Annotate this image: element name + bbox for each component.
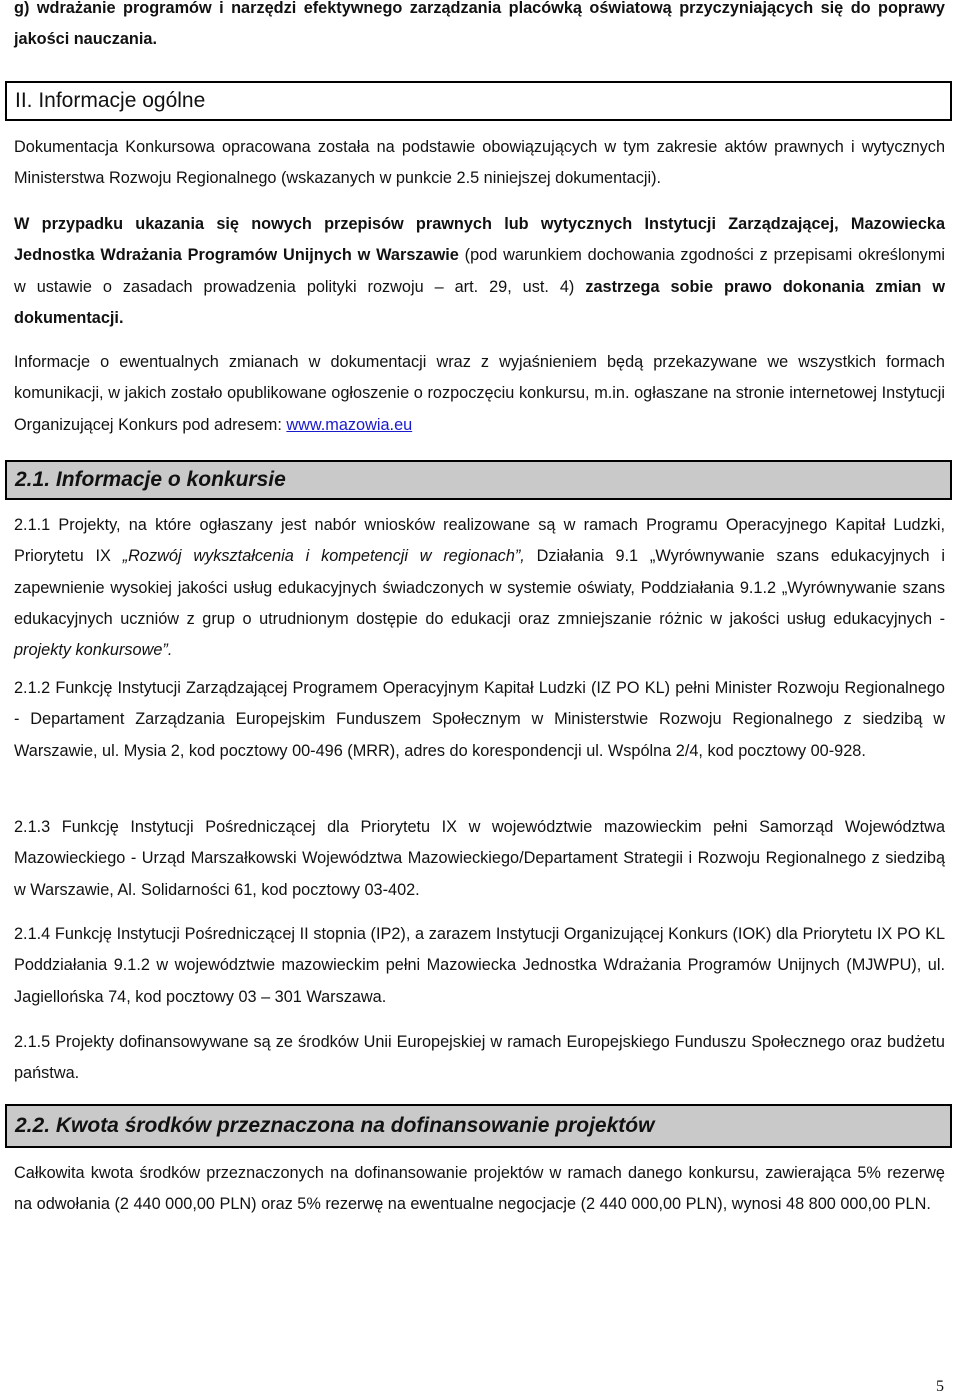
section-heading-2-1: 2.1. Informacje o konkursie	[15, 468, 286, 491]
p211-project-type: projekty konkursowe	[14, 641, 163, 660]
subsection-heading-box	[5, 460, 952, 500]
section-heading-box	[5, 81, 952, 121]
paragraph-2-1-4: 2.1.4 Funkcję Instytucji Pośredniczącej II stopnia (IP2), a zarazem Instytucji Organizującej Konkurs (IOK) dla Priorytetu IX PO KL Poddziałania 9.1.2 w województwie mazowieckim pełni Mazowiecka Jednostka Wdrażania Programów Unijnych (MJWPU), ul. Jagiellońska 74, kod pocztowy 03 – 301 Warszawa.	[14, 925, 945, 1006]
p211-text-2: Działania 9.1 „Wyrównywanie szans edukacyjnych i zapewnienie wysokiej jakości usług edukacyjnych świadczonych w systemie oświaty, Poddziałania 9.1.2 „Wyrównywanie szans edukacyjnych uczniów z grup o utrudnionym dostępie do edukacji oraz zmniejszanie różnic w jakości usług edukacyjnych -	[14, 547, 945, 628]
p211-text-1: 2.1.1 Projekty, na które ogłaszany jest nabór wniosków realizowane są w ramach Programu Operacyjnego Kapitał Ludzki, Priorytetu IX	[14, 516, 945, 566]
amendments-bold-start: W przypadku ukazania się nowych przepisów prawnych lub wytycznych Instytucji Zarządzającej, Mazowiecka Jednostka Wdrażania Programów Unijnych w Warszawie	[14, 215, 945, 265]
section-heading-ii: II. Informacje ogólne	[15, 89, 206, 112]
subsection-heading-box	[5, 1104, 952, 1148]
paragraph-2-1-1	[14, 510, 945, 666]
change-info-text: Informacje o ewentualnych zmianach w dokumentacji wraz z wyjaśnieniem będą przekazywane we wszystkich formach komunikacji, w jakich zostało opublikowane ogłoszenie o rozpoczęciu konkursu, m.in. ogłaszane na stronie internetowej Instytucji Organizującej Konkurs pod adresem:	[14, 353, 945, 434]
paragraph-funding-amount: Całkowita kwota środków przeznaczonych na dofinansowanie projektów w ramach danego konkursu, zawierająca 5% rezerwę na odwołania (2 440 000,00 PLN) oraz 5% rezerwę na ewentualne negocjacje (2 440 000,00 PLN), wynosi 48 800 000,00 PLN.	[14, 1164, 945, 1214]
intro-item-g: g) wdrażanie programów i narzędzi efektywnego zarządzania placówką oświatową przyczyniających się do poprawy jakości nauczania.	[14, 0, 945, 49]
p211-closing-quote: ”.	[162, 641, 173, 660]
p211-priority-name: „Rozwój wykształcenia i kompetencji w regionach”,	[122, 547, 525, 566]
paragraph-2-1-3: 2.1.3 Funkcję Instytucji Pośredniczącej dla Priorytetu IX w województwie mazowieckim pełni Samorząd Województwa Mazowieckiego - Urząd Marszałkowski Województwa Mazowieckiego/Departament Strategii i Rozwoju Regionalnego z siedzibą w Warszawie, Al. Solidarności 61, kod pocztowy 03-402.	[14, 818, 945, 899]
amendments-condition: (pod warunkiem dochowania zgodności z przepisami określonymi w ustawie o zasadach prowadzenia polityki rozwoju – art. 29, ust. 4)	[14, 246, 945, 296]
website-link[interactable]: www.mazowia.eu	[286, 415, 413, 434]
section-heading-2-2: 2.2. Kwota środków przeznaczona na dofinansowanie projektów	[15, 1114, 655, 1137]
paragraph-general-info: Dokumentacja Konkursowa opracowana została na podstawie obowiązujących w tym zakresie aktów prawnych i wytycznych Ministerstwa Rozwoju Regionalnego (wskazanych w punkcie 2.5 niniejszej dokumentacji).	[14, 138, 945, 188]
amendments-bold-end: zastrzega sobie prawo dokonania zmian w dokumentacji.	[14, 277, 945, 327]
paragraph-2-1-5: 2.1.5 Projekty dofinansowywane są ze środków Unii Europejskiej w ramach Europejskiego Funduszu Społecznego oraz budżetu państwa.	[14, 1033, 945, 1083]
paragraph-2-1-2: 2.1.2 Funkcję Instytucji Zarządzającej Programem Operacyjnym Kapitał Ludzki (IZ PO KL) pełni Minister Rozwoju Regionalnego - Departament Zarządzania Europejskim Funduszem Społecznym w Ministerstwie Rozwoju Regionalnego z siedzibą w Warszawie, ul. Mysia 2, kod pocztowy 00-496 (MRR), adres do korespondencji ul. Wspólna 2/4, kod pocztowy 00-928.	[14, 679, 945, 760]
paragraph-change-info	[14, 347, 945, 441]
paragraph-amendments	[14, 209, 945, 334]
page-number: 5	[936, 1378, 944, 1395]
